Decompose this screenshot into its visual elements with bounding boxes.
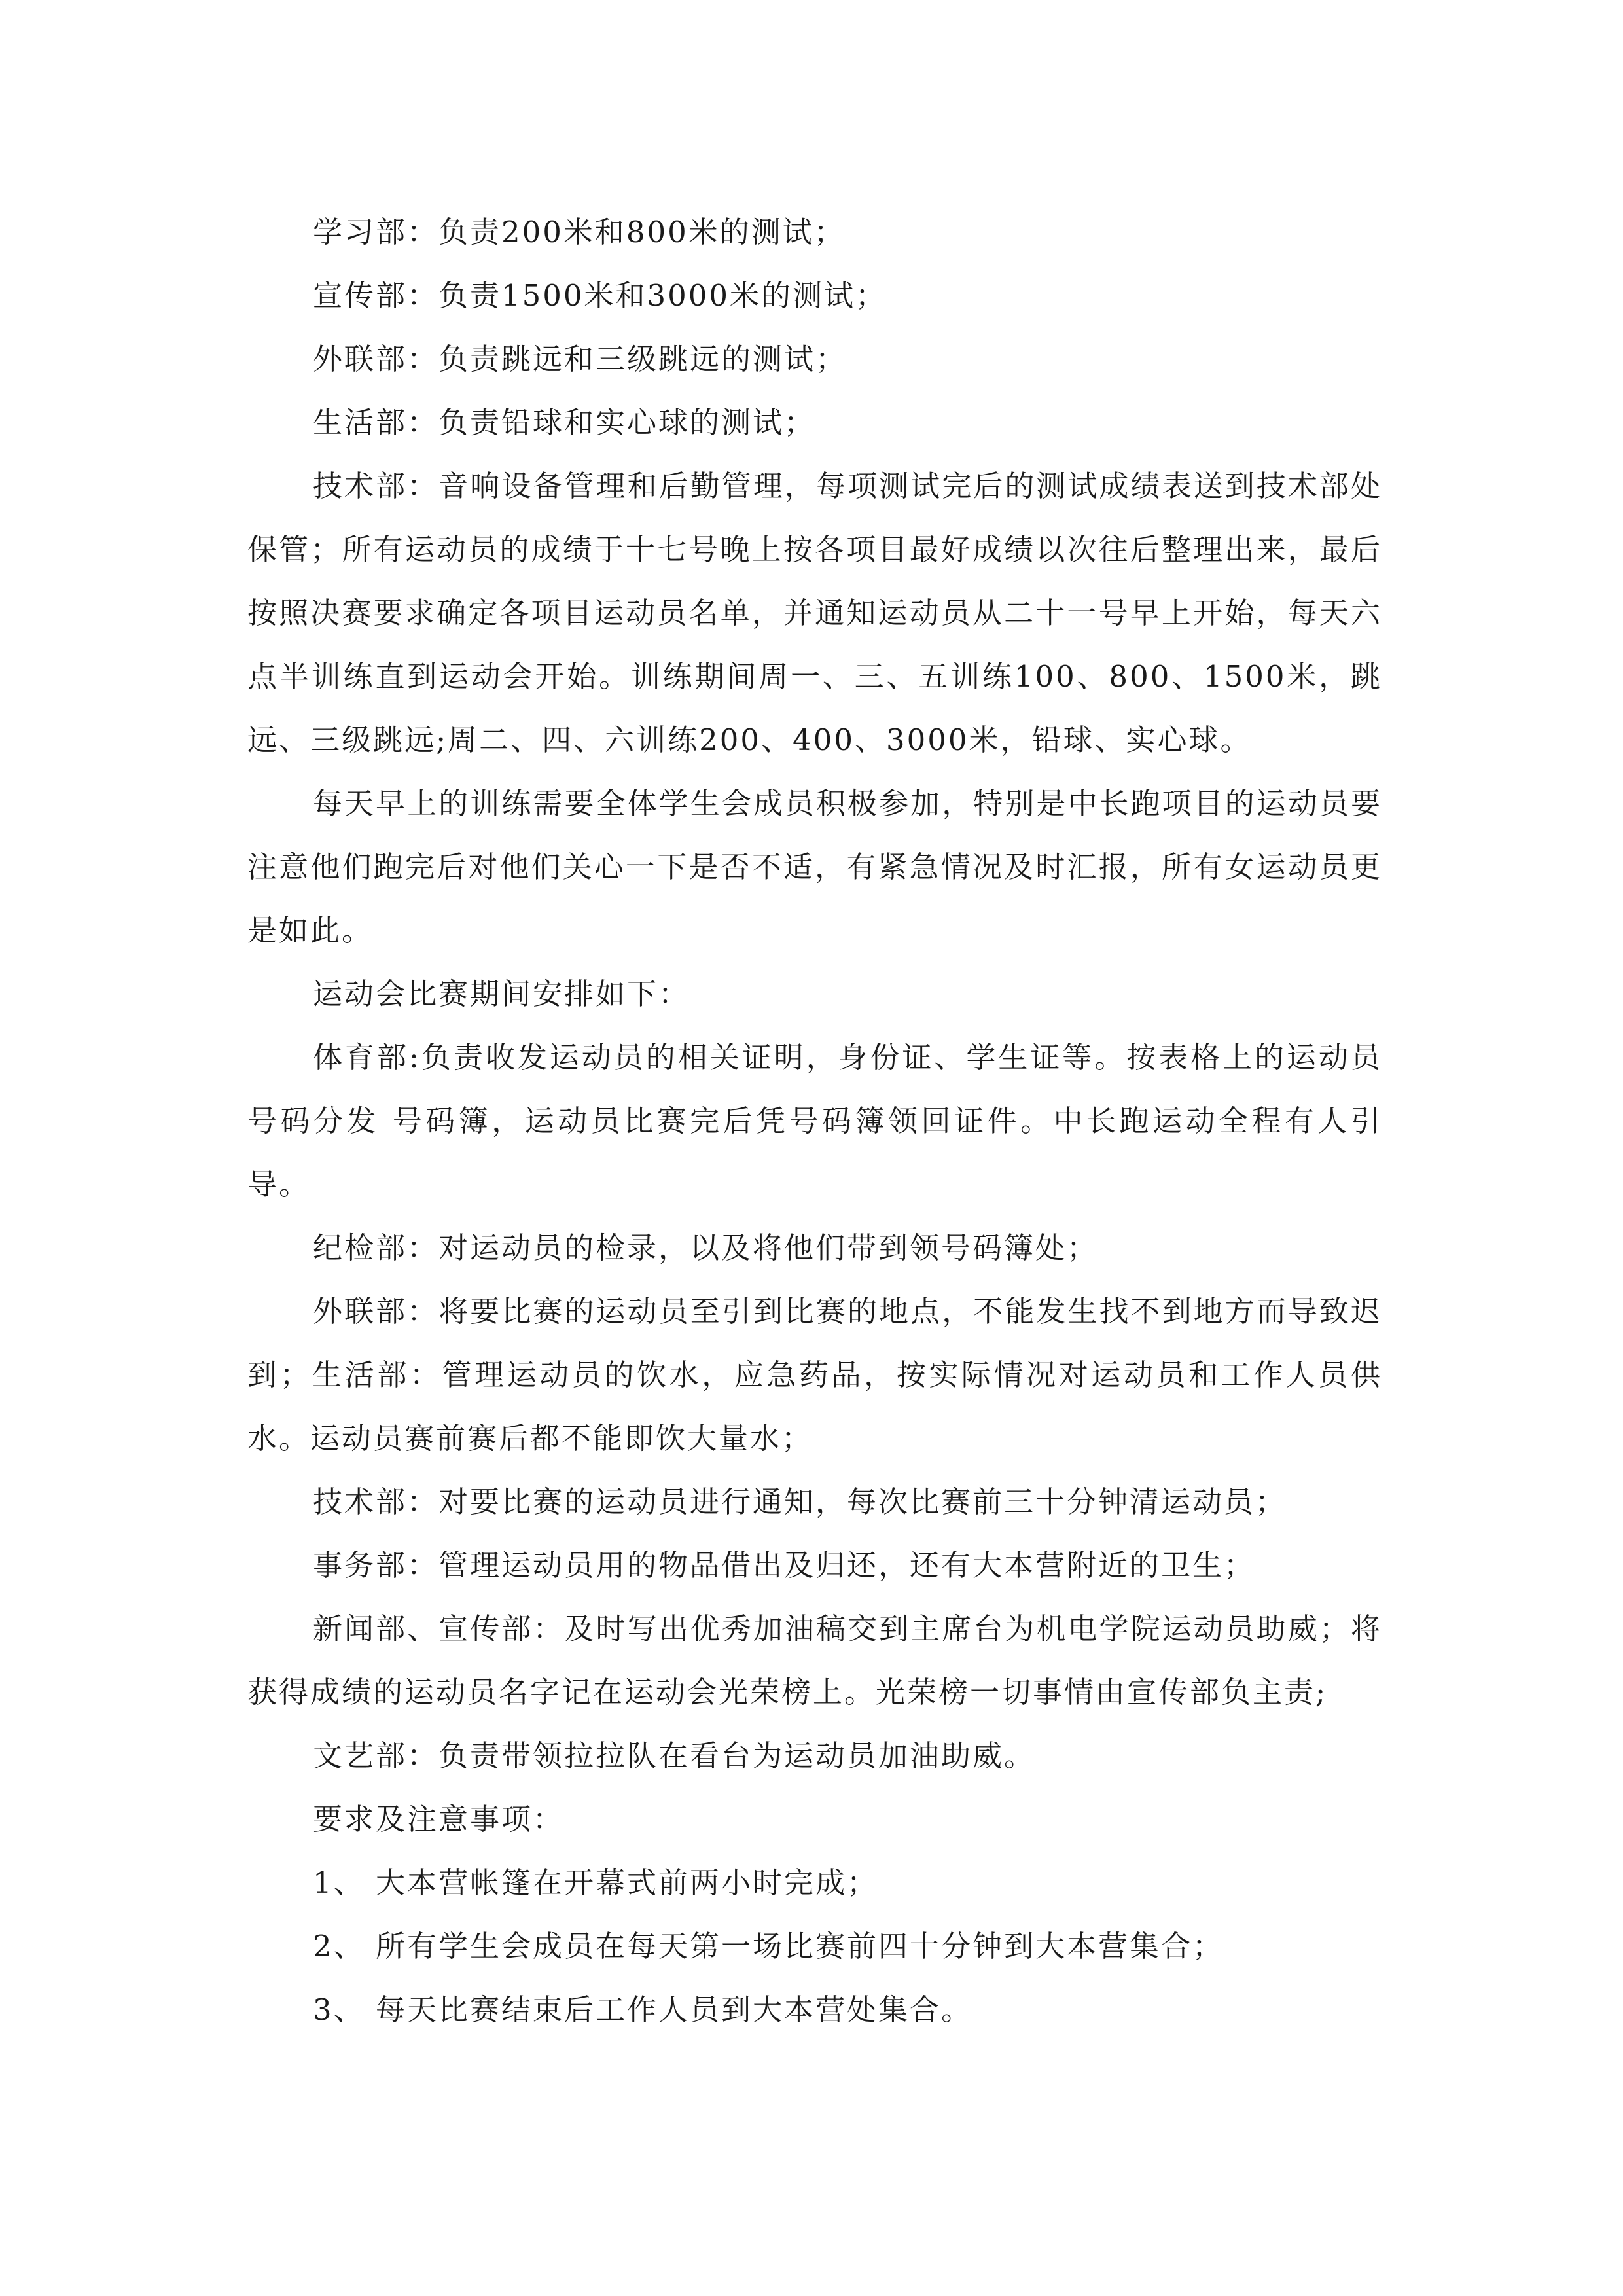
list-item	[247, 1851, 1382, 1914]
list-item	[247, 1914, 1382, 1978]
paragraph-tech-dept: 技术部：音响设备管理和后勤管理，每项测试完后的测试成绩表送到技术部处保管；所有运动员的成绩于十七号晚上按各项目最好成绩以次往后整理出来，最后按照决赛要求确定各项目运动员名单，并通知运动员从二十一号早上开始，每天六点半训练直到运动会开始。训练期间周一、三、五训练100、800、1500米，跳远、三级跳远;周二、四、六训练200、400、3000米，铅球、实心球。	[247, 469, 1382, 757]
paragraph-publicity-dept: 宣传部：负责1500米和3000米的测试；	[313, 278, 887, 313]
requirements-list	[247, 1851, 1382, 2041]
paragraph-external-dept: 外联部：负责跳远和三级跳远的测试；	[313, 342, 847, 376]
list-item-number: 3、	[313, 1992, 365, 2027]
paragraph-discipline-dept: 纪检部：对运动员的检录，以及将他们带到领号码簿处；	[313, 1230, 1099, 1265]
paragraph-schedule-heading: 运动会比赛期间安排如下：	[313, 977, 690, 1011]
list-item-number: 2、	[313, 1929, 365, 1964]
list-item-text: 每天比赛结束后工作人员到大本营处集合。	[376, 1992, 973, 2027]
paragraph-life-dept: 生活部：负责铅球和实心球的测试；	[313, 405, 816, 440]
paragraph-external-life-dept: 外联部：将要比赛的运动员至引到比赛的地点，不能发生找不到地方而导致迟到；生活部：管理运动员的饮水，应急药品，按实际情况对运动员和工作人员供水。运动员赛前赛后都不能即饮大量水；	[247, 1294, 1382, 1456]
paragraph-arts-dept: 文艺部：负责带领拉拉队在看台为运动员加油助威。	[313, 1738, 1036, 1773]
paragraph-study-dept: 学习部：负责200米和800米的测试；	[313, 215, 846, 249]
paragraph-sports-dept: 体育部:负责收发运动员的相关证明，身份证、学生证等。按表格上的运动员号码分发 号码簿，运动员比赛完后凭号码簿领回证件。中长跑运动全程有人引导。	[247, 1040, 1382, 1202]
document-body	[247, 200, 1382, 2041]
list-item-text: 大本营帐篷在开幕式前两小时完成；	[376, 1865, 879, 1900]
list-item	[247, 1978, 1382, 2041]
paragraph-morning-training: 每天早上的训练需要全体学生会成员积极参加，特别是中长跑项目的运动员要注意他们跑完后对他们关心一下是否不适，有紧急情况及时汇报，所有女运动员更是如此。	[247, 786, 1382, 948]
paragraph-news-publicity-dept: 新闻部、宣传部：及时写出优秀加油稿交到主席台为机电学院运动员助威；将获得成绩的运动员名字记在运动会光荣榜上。光荣榜一切事情由宣传部负主责;	[247, 1611, 1382, 1710]
list-item-number: 1、	[313, 1865, 365, 1900]
paragraph-tech-dept-notice: 技术部：对要比赛的运动员进行通知，每次比赛前三十分钟清运动员；	[313, 1484, 1287, 1519]
list-item-text: 所有学生会成员在每天第一场比赛前四十分钟到大本营集合；	[376, 1929, 1224, 1964]
paragraph-affairs-dept: 事务部：管理运动员用的物品借出及归还，还有大本营附近的卫生；	[313, 1548, 1256, 1583]
paragraph-requirements-heading: 要求及注意事项：	[313, 1802, 565, 1837]
